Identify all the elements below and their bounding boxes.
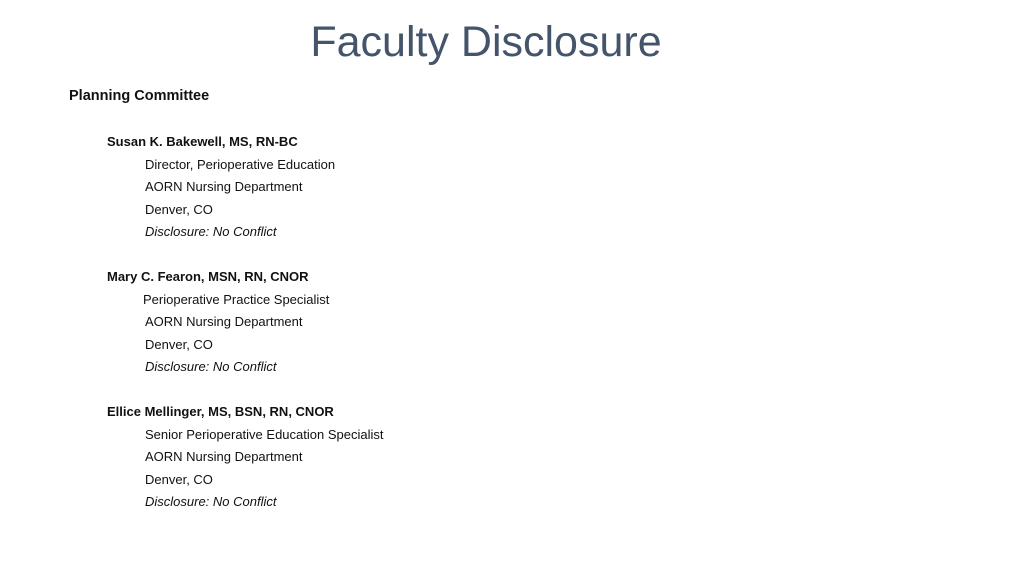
section-heading: Planning Committee [69,88,210,104]
member-name: Susan K. Bakewell, MS, RN-BC [107,134,298,149]
member-role: Perioperative Practice Specialist [143,291,330,307]
member-role: Director, Perioperative Education [145,156,336,172]
member-department: AORN Nursing Department [145,179,303,195]
member-location: Denver, CO [145,471,213,487]
committee-member [107,131,335,244]
member-department: AORN Nursing Department [145,314,303,330]
member-location: Denver, CO [145,201,213,217]
member-disclosure: Disclosure: No Conflict [145,494,277,510]
member-disclosure: Disclosure: No Conflict [145,359,277,375]
member-name: Mary C. Fearon, MSN, RN, CNOR [107,269,309,284]
member-department: AORN Nursing Department [145,449,303,465]
member-role: Senior Perioperative Education Specialist [145,426,384,442]
member-name: Ellice Mellinger, MS, BSN, RN, CNOR [107,404,334,419]
slide-title: Faculty Disclosure [310,18,662,66]
committee-member [107,266,329,379]
committee-member [107,401,383,514]
member-disclosure: Disclosure: No Conflict [145,224,277,240]
member-location: Denver, CO [145,336,213,352]
